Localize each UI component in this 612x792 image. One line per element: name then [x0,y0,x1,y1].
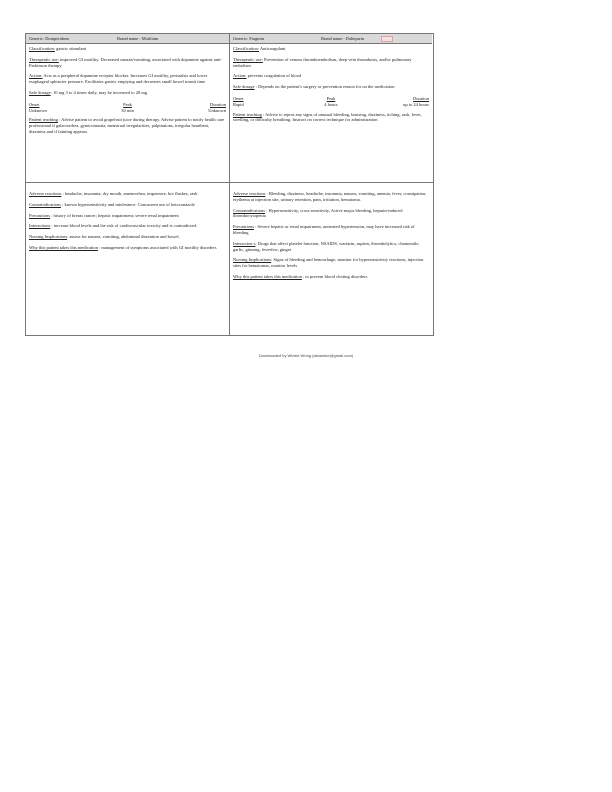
domperidone-card-top [26,34,229,182]
action-field [233,73,429,79]
safe-dosage-text: : Depends on the patient's surgery or prevention reason for on the medication [254,84,395,90]
therapeutic-use-label: Therapeutic use: [233,56,263,62]
brand-name: Brand name : Motilium [117,36,159,41]
generic-name: Generic: Fragmin [233,36,265,41]
safe-dosage-text: : 10 mg 3 to 4 times daily, may be increased to 20 mg [50,89,148,95]
why-patient-text: : management of symptoms associated with GI motility disorders [97,244,217,250]
onset-value: Rapid [233,101,244,107]
nursing-implications-label: Nursing Implications [233,257,272,263]
contraindications-text: : known hypersensitivity and intolerance. Concurrent use of ketoconazole [61,201,195,207]
onset-peak-duration [233,96,429,108]
precautions-text: : history of breast cancer; hepatic impairment; severe renal impairment [50,212,179,218]
interactions-text: : Drugs that affect platelet function, NSAIDS, warfarin, aspirin, thrombolytics, chamomile, garlic, ginseng, feverfew, ginger [233,240,420,252]
contraindications-field [29,202,226,208]
safe-dosage-field [29,90,226,96]
duration-value: up to 24 hours [403,101,429,107]
interactions-field [233,241,429,253]
adverse-reactions-field [29,191,226,197]
nursing-implications-field [233,257,429,269]
duration-header: Duration [210,101,227,107]
ops-value-row [233,102,429,108]
nursing-implications-text: : Signs of bleeding and hemorrhage, monitor for hypersensitivity reactions, injection sites for hematomas, monitor levels [233,257,424,269]
interactions-label: Interaction s [233,240,256,246]
nursing-implications-label: Nursing Implications [29,234,68,240]
domperidone-card-bottom [26,183,229,335]
why-patient-field [233,274,429,280]
generic-name: Generic: Domperidone [29,36,70,41]
adverse-reactions-text: : Bleeding, dizziness, headache, insomnia, nausea, vomiting, anemia, fever, constipation, erythema at injection site, urinary retention, pain, irritation, hematoma. [233,191,427,202]
classification-label: Classification: [233,46,259,51]
precautions-label: Precautions [29,212,50,218]
precautions-field [29,213,226,219]
peak-header: Peak [123,101,132,107]
therapeutic-use-field [29,57,226,69]
adverse-reactions-label: Adverse reactions [233,191,266,196]
fragmin-card-top [229,34,432,182]
onset-header: Onset [233,95,244,101]
safe-dosage-field [233,84,429,90]
card-header [26,34,229,44]
safe-dosage-label: Safe dosage [29,89,51,95]
onset-value: Unknown [29,107,47,113]
adverse-reactions-label: Adverse reactions [29,191,62,196]
classification-label: Classification: [29,46,55,51]
interactions-text: : increase blood levels and the risk of cardiovascular toxicity and is contradicted. [50,223,197,229]
patient-teaching-field [233,112,429,124]
action-label: Action: [29,73,43,79]
nursing-implications-field [29,234,226,240]
therapeutic-use-text: Prevention of venous thromboembolism, deep vein thrombosis, and/or pulmonary embolism [233,56,412,68]
action-text: Acts as a peripheral dopamine receptor blocker. Increases GI motility, peristalsis and lower esophageal sphincter pressure. Facilitates gastric emptying and decreases small bowel transit time [29,73,208,85]
contraindications-label: Contraindications [233,207,265,213]
why-patient-label: Why this patient takes this medication [233,273,302,279]
therapeutic-use-text: improved GI motility. Decreased nausea/vomiting, associated with dopamine against anti-Parkinson therapy [29,56,223,68]
card-bottom-section [230,183,432,280]
therapeutic-use-label: Therapeutic use: [29,56,59,62]
patient-teaching-text: : Advise patient to avoid grapefruit juice during therapy. Advise patient to notify health care professional if galactorrhea, gynecomastia, menstrual irregularities, palpitations, irregular heartbeat, dizziness and if fainting appears. [29,117,225,134]
duration-value: Unknown [208,107,227,113]
safe-dosage-label: Safe dosage [233,84,255,90]
card-top-section [26,44,229,135]
precautions-label: Precautions [233,224,254,230]
adverse-reactions-text: : headache, insomnia, dry mouth, amenorrhea, impotence, hot flushes, rash [61,191,198,196]
classification-text: Anticoagulant [259,46,286,51]
why-patient-field [29,245,226,251]
contraindications-field [233,208,429,220]
drug-cards-top-row [26,34,433,182]
interactions-field [29,223,226,229]
why-patient-text: : to prevent blood clotting disorders [301,273,368,279]
peak-value: 4 hours [324,101,338,107]
nursing-implications-text: : assess for nausea, vomiting, abdominal distention and bowel. [67,234,180,240]
classification-field [233,46,429,52]
peak-value: 30 min [121,107,134,113]
brand-name: Brand name : Dalteparin [321,36,365,41]
why-patient-label: Why this patient takes this medication [29,244,98,250]
precautions-text: : Severe hepatic or renal impairment, untreated hypertension, may have increased risk of bleeding [233,224,415,235]
patient-teaching-label: Patient teaching [233,111,262,117]
card-header [230,34,432,44]
precautions-field [233,224,429,236]
card-top-section [230,44,432,123]
action-label: Action: [233,73,247,79]
interactions-label: Interactions [29,223,51,229]
patient-teaching-text: : Advise to report any signs of unusual bleeding, bruising, dizziness, itching, rash, fever, swelling, or difficulty breathing. Instruct on correct technique for administration [233,111,422,123]
contraindications-text: : Hypersensitivity, cross sensitivity, Active major bleeding, heparin-induced thrombocytopenia [233,207,403,219]
ops-value-row [29,108,226,114]
drug-cards-bottom-row [26,182,433,335]
onset-peak-duration [29,102,226,114]
classification-field [29,46,226,52]
adverse-reactions-field [233,191,429,203]
onset-header: Onset [29,101,40,107]
peak-header: Peak [326,95,336,101]
download-footer: Downloaded by Winkie Wong (wkwinkie@gmail.com) [258,353,354,358]
patient-teaching-label: Patient teaching [29,117,58,123]
duration-header: Duration [412,95,429,101]
action-text: prevents coagulation of blood [246,73,302,79]
therapeutic-use-field [233,57,429,69]
patient-teaching-field [29,117,226,134]
card-bottom-section [26,183,229,251]
drug-card-sheet [25,33,434,336]
contraindications-label: Contraindications [29,201,61,207]
classification-text: gastric stimulant [55,46,86,51]
fragmin-card-bottom [229,183,432,335]
header-highlight-box [381,36,393,42]
action-field [29,73,226,85]
